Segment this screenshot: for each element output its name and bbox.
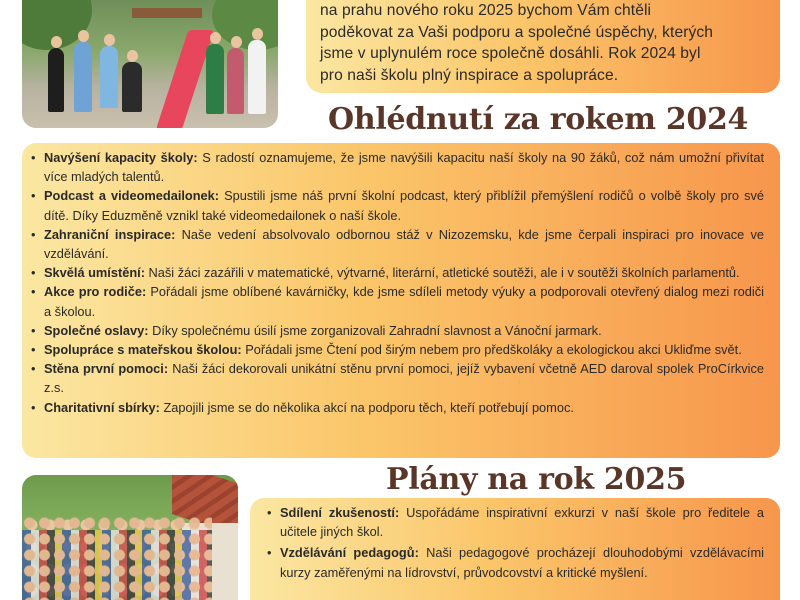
review-item-label: Navýšení kapacity školy: <box>44 150 198 165</box>
intro-line: na prahu nového roku 2025 bychom Vám chtěli <box>320 2 652 19</box>
plans-heading: Plány na rok 2025 <box>386 462 687 497</box>
review-box <box>22 143 780 458</box>
intro-box <box>306 0 780 93</box>
staff-group-photo <box>22 0 278 128</box>
review-item-label: Spolupráce s mateřskou školou: <box>44 342 242 358</box>
review-item-label: Skvělá umístění: <box>44 265 145 281</box>
review-item-text: Spustili jsme náš první školní podcast, který přiblížil přemýšlení rodičů o volbě školy pro své dítě. Díky Eduzměně vznikl také videomedailonek o naší škole. <box>44 188 764 223</box>
review-item-text: Zapojili jsme se do několika akcí na podporu těch, kteří potřebují pomoc. <box>159 399 574 415</box>
review-item <box>44 148 764 186</box>
review-item-label: Akce pro rodiče: <box>44 284 147 300</box>
review-item-text: Pořádali jsme oblíbené kavárničky, kde jsme sdíleli metody výuky a podporovali otevřený dialog mezi rodiči a školou. <box>44 284 765 319</box>
review-item <box>44 282 764 320</box>
review-item <box>44 359 764 397</box>
review-item-text: Naši žáci zazářili v matematické, výtvarné, literární, atletické soutěži, ale i v soutěži školních parlamentů. <box>145 265 740 281</box>
plans-item-label: Sdílení zkušeností: <box>280 505 400 520</box>
review-item <box>44 398 764 417</box>
review-item <box>44 321 764 340</box>
review-item-label: Stěna první pomoci: <box>44 361 169 377</box>
review-item <box>44 186 764 224</box>
intro-text <box>320 0 770 86</box>
review-item-label: Podcast a videomedailonek: <box>44 188 220 204</box>
review-item-text: Naše vedení absolvovalo odbornou stáž v Nizozemsku, kde jsme čerpali inspiraci pro inovace ve vzdělávání. <box>44 226 764 262</box>
intro-line: jsme v uplynulém roce společně dosáhli. Rok 2024 byl <box>320 45 701 62</box>
school-group-photo <box>22 475 238 600</box>
review-heading: Ohlédnutí za rokem 2024 <box>328 102 749 137</box>
plans-box <box>250 498 780 600</box>
intro-line: pro naši školu plný inspirace a spolupráce. <box>320 66 619 84</box>
plans-item <box>280 503 764 541</box>
review-item-label: Charitativní sbírky: <box>44 399 160 415</box>
review-list <box>44 148 764 417</box>
review-item-label: Zahraniční inspirace: <box>44 226 176 242</box>
plans-item-label: Vzdělávání pedagogů: <box>280 545 419 561</box>
review-item-text: Díky společnému úsilí jsme zorganizovali Zahradní slavnost a Vánoční jarmark. <box>148 322 602 338</box>
review-item-text: Pořádali jsme Čtení pod širým nebem pro předškoláky a ekologickou akci Ukliďme svět. <box>241 342 742 358</box>
plans-item-text: Naši pedagogové procházejí dlouhodobými vzdělávacími kurzy zaměřenými na lídrovství, průvodcovství a kritické myšlení. <box>280 545 764 580</box>
plans-list <box>280 503 764 582</box>
intro-line: poděkovat za Vaši podporu a společné úspěchy, kterých <box>320 23 714 41</box>
review-item <box>44 263 764 282</box>
review-item <box>44 340 764 359</box>
review-item-text: S radostí oznamujeme, že jsme navýšili kapacitu naší školy na 90 žáků, což nám umožní přivítat více mladých talentů. <box>44 150 764 185</box>
review-item <box>44 225 764 263</box>
plans-item <box>280 543 764 581</box>
plans-item-text: Uspořádáme inspirativní exkurzi v naší škole pro ředitele a učitele jiných škol. <box>280 505 764 540</box>
review-item-label: Společné oslavy: <box>44 322 149 338</box>
review-item-text: Naši žáci dekorovali unikátní stěnu první pomoci, jejíž vybavení včetně AED daroval spolek ProCírkvice z.s. <box>44 361 764 396</box>
